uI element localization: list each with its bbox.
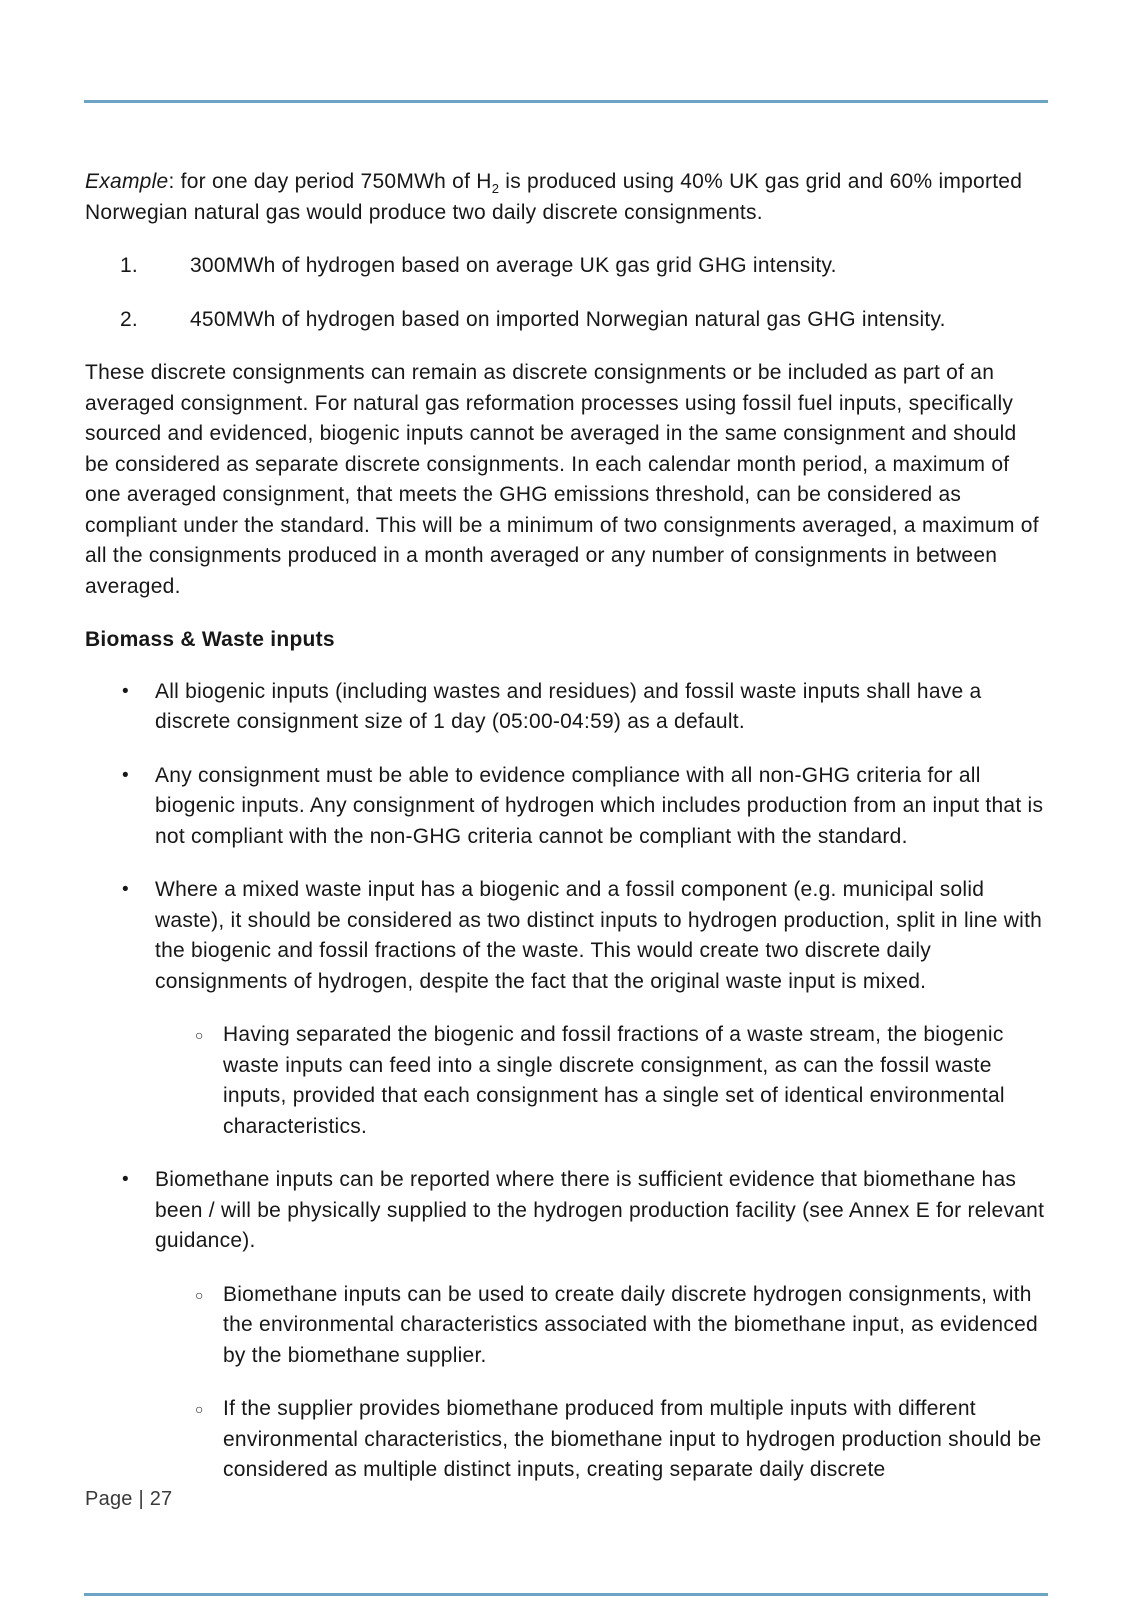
numbered-item-number: 2. bbox=[120, 307, 139, 331]
circle-bullet-icon: ○ bbox=[195, 1286, 204, 1303]
sub-bullet-text: Having separated the biogenic and fossil fractions of a waste stream, the biogenic waste inputs can feed into a single discrete consignment, as can the fossil waste inputs, provided that each consignment has a single set of identical environmental characteristics. bbox=[223, 1023, 1005, 1138]
page-number-footer: Page | 27 bbox=[85, 1488, 173, 1510]
sub-bullet-item bbox=[85, 1280, 1046, 1372]
section-heading: Biomass & Waste inputs bbox=[85, 628, 335, 651]
intro-text-pre-sub: : for one day period 750MWh of H bbox=[168, 170, 492, 193]
bullet-dot-icon: • bbox=[122, 879, 129, 900]
top-horizontal-rule bbox=[84, 100, 1048, 103]
bullet-text: Biomethane inputs can be reported where there is sufficient evidence that biomethane has been / will be physically supplied to the hydrogen production facility (see Annex E for relevant guidance). bbox=[155, 1168, 1045, 1252]
bullet-dot-icon: • bbox=[122, 1169, 129, 1190]
bullet-dot-icon: • bbox=[122, 764, 129, 786]
numbered-item-number: 1. bbox=[120, 254, 139, 277]
intro-text-post-sub: is produced using 40% UK gas grid and 60% imported Norwegian natural gas would produce two daily discrete consignments. bbox=[85, 170, 1023, 224]
numbered-item-text: 300MWh of hydrogen based on average UK gas grid GHG intensity. bbox=[190, 254, 837, 277]
bullet-text: Any consignment must be able to evidence compliance with all non-GHG criteria for all biogenic inputs. Any consignment of hydrogen which includes production from an input that is not compliant with the non-GHG criteria cannot be compliant with the standard. bbox=[155, 763, 1044, 848]
bullet-item bbox=[85, 1165, 1046, 1257]
sub-bullet-text: If the supplier provides biomethane produced from multiple inputs with different environmental characteristics, the biomethane input to hydrogen production should be considered as multiple distinct inputs, creating separate daily discrete bbox=[223, 1397, 1042, 1481]
sub-bullet-item bbox=[85, 1394, 1046, 1486]
intro-paragraph bbox=[85, 167, 1046, 228]
numbered-item bbox=[85, 251, 1046, 282]
bottom-horizontal-rule bbox=[84, 1593, 1048, 1596]
bullet-item bbox=[85, 677, 1046, 738]
circle-bullet-icon: ○ bbox=[195, 1027, 204, 1043]
document-body bbox=[85, 167, 1046, 1509]
numbered-item-text: 450MWh of hydrogen based on imported Norwegian natural gas GHG intensity. bbox=[190, 307, 946, 331]
bullet-item bbox=[85, 761, 1046, 853]
intro-lead-italic: Example bbox=[85, 170, 169, 193]
bullet-text: Where a mixed waste input has a biogenic and a fossil component (e.g. municipal solid waste), it should be considered as two distinct inputs to hydrogen production, split in line with the biogenic and fossil fractions of the waste. This would create two discrete daily consignments of hydrogen, despite the fact that the original waste input is mixed. bbox=[155, 878, 1043, 993]
bullet-dot-icon: • bbox=[122, 680, 129, 702]
circle-bullet-icon: ○ bbox=[195, 1401, 204, 1417]
body-paragraph: These discrete consignments can remain as discrete consignments or be included as part of an averaged consignment. For natural gas reformation processes using fossil fuel inputs, specifically sourced and evidenced, biogenic inputs cannot be averaged in the same consignment and should be considered as separate discrete consignments. In each calendar month period, a maximum of one averaged consignment, that meets the GHG emissions threshold, can be considered as compliant under the standard. This will be a minimum of two consignments averaged, a maximum of all the consignments produced in a month averaged or any number of consignments in between averaged. bbox=[85, 361, 1039, 598]
bullet-item bbox=[85, 875, 1046, 997]
bullet-text: All biogenic inputs (including wastes and residues) and fossil waste inputs shall have a discrete consignment size of 1 day (05:00-04:59) as a default. bbox=[155, 679, 982, 733]
numbered-item bbox=[85, 305, 1046, 336]
h2-subscript: 2 bbox=[491, 181, 500, 197]
sub-bullet-text: Biomethane inputs can be used to create daily discrete hydrogen consignments, with the environmental characteristics associated with the biomethane input, as evidenced by the biomethane supplier. bbox=[223, 1282, 1038, 1367]
sub-bullet-item bbox=[85, 1020, 1046, 1142]
